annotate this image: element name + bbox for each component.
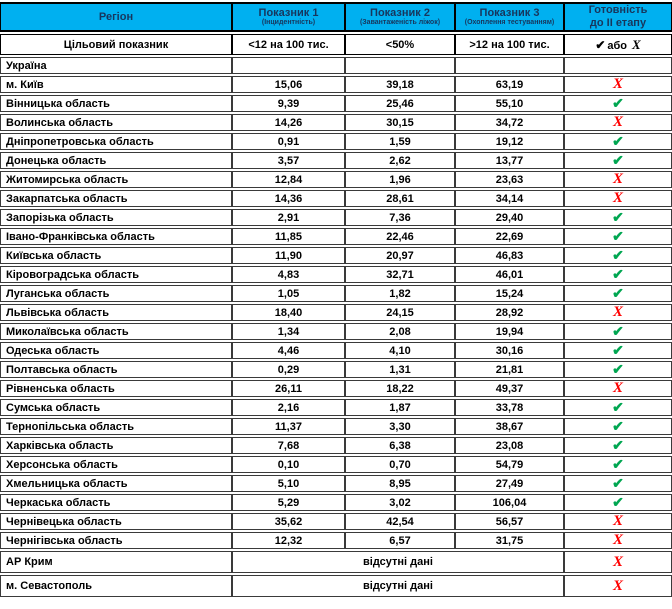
indicator1-value-cell: 1,34 [232, 323, 345, 340]
cross-icon: Х [612, 380, 623, 396]
readiness-status-cell [564, 285, 672, 302]
cross-icon: Х [612, 532, 623, 548]
indicator2-subtitle: (Завантаженість ліжок) [359, 19, 441, 27]
indicator1-value-cell: 11,37 [232, 418, 345, 435]
indicator3-title: Показник 3 [479, 6, 540, 19]
table-row [0, 342, 672, 359]
readiness-status-cell [564, 342, 672, 359]
readiness-status-cell [564, 361, 672, 378]
region-cell: АР Крим [0, 551, 232, 573]
readiness-status-cell [564, 95, 672, 112]
indicator1-value-cell: 26,11 [232, 380, 345, 397]
table-row [0, 575, 672, 597]
indicator2-value-cell [345, 57, 455, 74]
readiness-status-cell [564, 304, 672, 321]
readiness-status-cell [564, 228, 672, 245]
table-row [0, 304, 672, 321]
readiness-status-cell [564, 399, 672, 416]
indicator3-value-cell: 31,75 [455, 532, 564, 549]
readiness-legend [564, 34, 672, 55]
indicator2-value-cell: 18,22 [345, 380, 455, 397]
region-cell: Черкаська область [0, 494, 232, 511]
indicator3-value-cell: 34,72 [455, 114, 564, 131]
indicator2-value-cell: 8,95 [345, 475, 455, 492]
header-row [0, 2, 672, 32]
table-row [0, 513, 672, 530]
indicator2-value-cell: 39,18 [345, 76, 455, 93]
check-icon: ✔ [612, 133, 624, 149]
readiness-status-cell [564, 475, 672, 492]
region-cell: Україна [0, 57, 232, 74]
table-row [0, 247, 672, 264]
cross-icon: Х [612, 577, 623, 594]
indicator1-value-cell: 1,05 [232, 285, 345, 302]
region-cell: м. Севастополь [0, 575, 232, 597]
region-column-header: Регіон [0, 2, 232, 32]
region-cell: Рівненська область [0, 380, 232, 397]
check-icon: ✔ [612, 266, 624, 282]
indicator1-value-cell: 7,68 [232, 437, 345, 454]
check-icon: ✔ [612, 228, 624, 244]
region-cell: Донецька область [0, 152, 232, 169]
indicator2-value-cell: 32,71 [345, 266, 455, 283]
readiness-status-cell [564, 513, 672, 530]
indicator1-value-cell: 11,90 [232, 247, 345, 264]
readiness-status-cell [564, 114, 672, 131]
indicator3-value-cell: 23,63 [455, 171, 564, 188]
target-threshold-3: >12 на 100 тис. [455, 34, 564, 55]
readiness-status-cell [564, 418, 672, 435]
indicator3-value-cell: 29,40 [455, 209, 564, 226]
target-label: Цільовий показник [0, 34, 232, 55]
readiness-status-cell [564, 437, 672, 454]
indicator2-value-cell: 6,57 [345, 532, 455, 549]
indicator2-value-cell: 1,87 [345, 399, 455, 416]
region-cell: Луганська область [0, 285, 232, 302]
region-cell: Київська область [0, 247, 232, 264]
cross-icon: Х [612, 304, 623, 320]
table-row [0, 532, 672, 549]
indicator3-value-cell: 46,83 [455, 247, 564, 264]
readiness-status-cell [564, 551, 672, 573]
indicator1-value-cell: 0,29 [232, 361, 345, 378]
indicator3-value-cell: 54,79 [455, 456, 564, 473]
table-row [0, 114, 672, 131]
region-cell: Миколаївська область [0, 323, 232, 340]
indicator1-value-cell [232, 57, 345, 74]
indicator2-value-cell: 22,46 [345, 228, 455, 245]
indicator3-value-cell: 49,37 [455, 380, 564, 397]
table-row [0, 418, 672, 435]
check-icon: ✔ [595, 37, 606, 52]
region-cell: Полтавська область [0, 361, 232, 378]
region-cell: Одеська область [0, 342, 232, 359]
region-cell: Харківська область [0, 437, 232, 454]
indicator2-value-cell: 4,10 [345, 342, 455, 359]
cross-icon: Х [612, 513, 623, 529]
table-row [0, 228, 672, 245]
region-cell: Житомирська область [0, 171, 232, 188]
check-icon: ✔ [612, 475, 624, 491]
readiness-status-cell [564, 190, 672, 207]
indicator3-value-cell: 21,81 [455, 361, 564, 378]
indicator2-value-cell: 25,46 [345, 95, 455, 112]
readiness-status-cell [564, 456, 672, 473]
readiness-status-cell [564, 380, 672, 397]
cross-icon: Х [612, 190, 623, 206]
table-row [0, 551, 672, 573]
table-row [0, 76, 672, 93]
cross-icon: Х [612, 76, 623, 92]
table-row [0, 152, 672, 169]
indicator2-value-cell: 1,82 [345, 285, 455, 302]
region-cell: Закарпатська область [0, 190, 232, 207]
indicator3-value-cell: 13,77 [455, 152, 564, 169]
indicator3-value-cell: 38,67 [455, 418, 564, 435]
target-row [0, 34, 672, 55]
check-icon: ✔ [612, 285, 624, 301]
indicator2-value-cell: 6,38 [345, 437, 455, 454]
indicator1-value-cell: 12,84 [232, 171, 345, 188]
indicator2-value-cell: 1,59 [345, 133, 455, 150]
region-cell: Кіровоградська область [0, 266, 232, 283]
indicator1-value-cell: 15,06 [232, 76, 345, 93]
region-cell: Херсонська область [0, 456, 232, 473]
table-row [0, 209, 672, 226]
indicator2-value-cell: 30,15 [345, 114, 455, 131]
indicator2-value-cell: 0,70 [345, 456, 455, 473]
indicator3-value-cell: 28,92 [455, 304, 564, 321]
indicator1-value-cell: 0,10 [232, 456, 345, 473]
region-cell: Івано-Франківська область [0, 228, 232, 245]
readiness-title-line2: до ІІ етапу [589, 17, 647, 29]
check-icon: ✔ [612, 342, 624, 358]
readiness-status-cell [564, 57, 672, 74]
region-cell: Вінницька область [0, 95, 232, 112]
target-threshold-1: <12 на 100 тис. [232, 34, 345, 55]
readiness-title-line1: Готовність [588, 4, 648, 17]
readiness-status-cell [564, 152, 672, 169]
table-row [0, 95, 672, 112]
indicator2-value-cell: 2,08 [345, 323, 455, 340]
indicator2-value-cell: 7,36 [345, 209, 455, 226]
check-icon: ✔ [612, 323, 624, 339]
no-data-cell: відсутні дані [232, 575, 564, 597]
table-row [0, 475, 672, 492]
readiness-status-cell [564, 323, 672, 340]
indicator1-value-cell: 4,83 [232, 266, 345, 283]
indicator1-value-cell: 14,36 [232, 190, 345, 207]
readiness-status-cell [564, 575, 672, 597]
table-row [0, 266, 672, 283]
indicator2-value-cell: 1,31 [345, 361, 455, 378]
indicator3-value-cell: 15,24 [455, 285, 564, 302]
indicator3-value-cell [455, 57, 564, 74]
indicator1-value-cell: 3,57 [232, 152, 345, 169]
region-cell: Запорізька область [0, 209, 232, 226]
region-cell: Львівська область [0, 304, 232, 321]
check-icon: ✔ [612, 437, 624, 453]
indicator3-value-cell: 22,69 [455, 228, 564, 245]
check-icon: ✔ [612, 209, 624, 225]
indicator2-column-header [345, 2, 455, 32]
table-body [0, 57, 672, 597]
table-row [0, 380, 672, 397]
check-icon: ✔ [612, 494, 624, 510]
indicator1-value-cell: 0,91 [232, 133, 345, 150]
indicator1-value-cell: 35,62 [232, 513, 345, 530]
indicator3-column-header [455, 2, 564, 32]
readiness-status-cell [564, 133, 672, 150]
indicator2-value-cell: 28,61 [345, 190, 455, 207]
indicator1-title: Показник 1 [258, 6, 319, 19]
check-icon: ✔ [612, 152, 624, 168]
indicator3-value-cell: 46,01 [455, 266, 564, 283]
table-row [0, 323, 672, 340]
indicator3-value-cell: 34,14 [455, 190, 564, 207]
table-row [0, 437, 672, 454]
readiness-status-cell [564, 76, 672, 93]
table-row [0, 133, 672, 150]
table-row [0, 494, 672, 511]
region-cell: Сумська область [0, 399, 232, 416]
table-row [0, 57, 672, 74]
indicator3-value-cell: 19,94 [455, 323, 564, 340]
indicator1-value-cell: 4,46 [232, 342, 345, 359]
table-row [0, 456, 672, 473]
indicator1-value-cell: 5,10 [232, 475, 345, 492]
region-cell: Тернопільська область [0, 418, 232, 435]
check-icon: ✔ [612, 399, 624, 415]
indicator2-value-cell: 3,30 [345, 418, 455, 435]
readiness-status-cell [564, 171, 672, 188]
indicator1-value-cell: 14,26 [232, 114, 345, 131]
indicator2-value-cell: 2,62 [345, 152, 455, 169]
no-data-cell: відсутні дані [232, 551, 564, 573]
region-cell: Волинська область [0, 114, 232, 131]
table-row [0, 361, 672, 378]
indicator2-value-cell: 1,96 [345, 171, 455, 188]
readiness-status-cell [564, 209, 672, 226]
check-icon: ✔ [612, 418, 624, 434]
check-icon: ✔ [612, 361, 624, 377]
cross-icon: Х [612, 114, 623, 130]
indicator3-value-cell: 63,19 [455, 76, 564, 93]
indicator1-value-cell: 5,29 [232, 494, 345, 511]
region-cell: Чернівецька область [0, 513, 232, 530]
indicator1-value-cell: 9,39 [232, 95, 345, 112]
cross-icon: Х [632, 36, 641, 52]
region-cell: м. Київ [0, 76, 232, 93]
check-icon: ✔ [612, 456, 624, 472]
readiness-status-cell [564, 532, 672, 549]
readiness-status-cell [564, 247, 672, 264]
indicator3-value-cell: 23,08 [455, 437, 564, 454]
indicator1-value-cell: 11,85 [232, 228, 345, 245]
indicator1-subtitle: (Інцидентність) [261, 19, 316, 27]
indicator3-value-cell: 30,16 [455, 342, 564, 359]
indicator1-value-cell: 12,32 [232, 532, 345, 549]
check-icon: ✔ [612, 95, 624, 111]
indicator1-column-header [232, 2, 345, 32]
check-icon: ✔ [612, 247, 624, 263]
indicator3-subtitle: (Охоплення тестуванням) [464, 19, 555, 27]
indicator2-value-cell: 3,02 [345, 494, 455, 511]
indicator2-value-cell: 42,54 [345, 513, 455, 530]
readiness-or-label: або [607, 39, 628, 52]
indicator2-value-cell: 24,15 [345, 304, 455, 321]
region-cell: Хмельницька область [0, 475, 232, 492]
indicator3-value-cell: 27,49 [455, 475, 564, 492]
indicator3-value-cell: 33,78 [455, 399, 564, 416]
table-row [0, 285, 672, 302]
region-cell: Чернігівська область [0, 532, 232, 549]
indicator1-value-cell: 2,91 [232, 209, 345, 226]
table-row [0, 190, 672, 207]
indicator3-value-cell: 19,12 [455, 133, 564, 150]
table-row [0, 171, 672, 188]
readiness-status-cell [564, 266, 672, 283]
readiness-column-header [564, 2, 672, 32]
table-row [0, 399, 672, 416]
indicator3-value-cell: 106,04 [455, 494, 564, 511]
indicator1-value-cell: 18,40 [232, 304, 345, 321]
readiness-status-cell [564, 494, 672, 511]
target-threshold-2: <50% [345, 34, 455, 55]
indicator2-title: Показник 2 [370, 6, 430, 19]
indicator3-value-cell: 55,10 [455, 95, 564, 112]
region-cell: Дніпропетровська область [0, 133, 232, 150]
indicator3-value-cell: 56,57 [455, 513, 564, 530]
indicator2-value-cell: 20,97 [345, 247, 455, 264]
cross-icon: Х [612, 553, 623, 570]
indicator1-value-cell: 2,16 [232, 399, 345, 416]
cross-icon: Х [612, 171, 623, 187]
